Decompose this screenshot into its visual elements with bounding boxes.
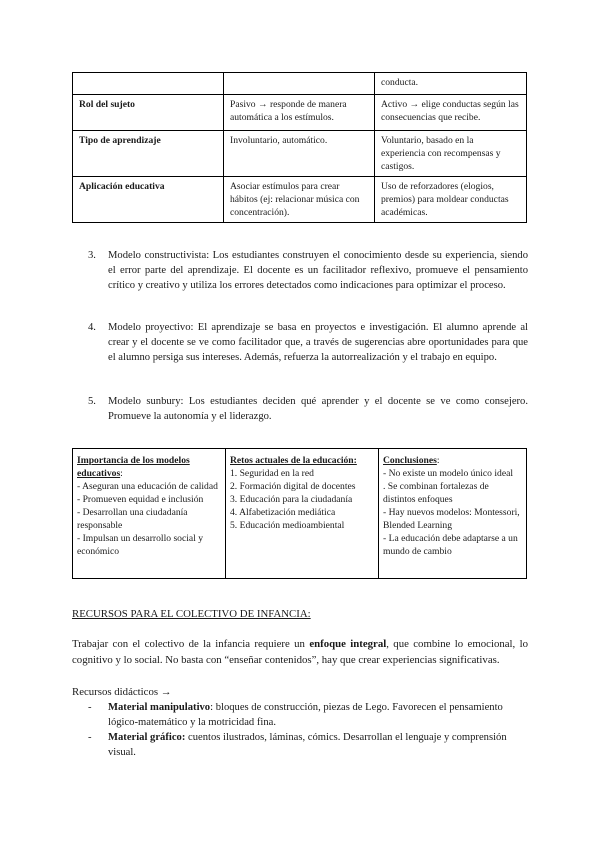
table-cell: Pasivo → responde de manera automática a los estímulos. bbox=[224, 95, 375, 131]
table-cell: Conclusiones: - No existe un modelo único ideal . Se combinan fortalezas de distintos enfoques - Hay nuevos modelos: Montessori, Blended Learning - La educación debe adaptarse a un mundo de cambio bbox=[379, 449, 527, 579]
table-cell-label: Rol del sujeto bbox=[73, 95, 224, 131]
bullet-title: Material gráfico: bbox=[108, 732, 186, 743]
table-row bbox=[73, 177, 527, 223]
dash-bullet: - bbox=[88, 702, 92, 713]
list-item: - Impulsan un desarrollo social y económico bbox=[77, 533, 204, 557]
list-text: Modelo proyectivo: El aprendizaje se basa en proyectos e investigación. El alumno aprende al crear y el docente se ve como facilitador que, a través de sugerencias abre oportunidades para que el alumno persiga sus intereses. Además, refuerza la autorrealización y el trabajo en equipo. bbox=[108, 322, 528, 363]
dash-bullet: - bbox=[88, 732, 92, 743]
summary-table bbox=[72, 448, 527, 579]
list-item bbox=[88, 320, 528, 365]
list-number: 4. bbox=[88, 322, 96, 333]
table-cell: Voluntario, basado en la experiencia con recompensas y castigos. bbox=[375, 131, 527, 177]
table-heading: Conclusiones bbox=[383, 455, 437, 466]
table-row bbox=[73, 73, 527, 95]
list-item bbox=[88, 248, 528, 293]
list-item: 1. Seguridad en la red bbox=[230, 468, 314, 479]
table-heading: Retos actuales de la educación: bbox=[230, 455, 357, 466]
list-item: - La educación debe adaptarse a un mundo de cambio bbox=[383, 533, 518, 557]
list-text: Modelo constructivista: Los estudiantes construyen el conocimiento desde su experiencia, siendo el error parte del aprendizaje. El docente es un facilitador reflexivo, promueve el pensamiento crítico y creativo y utiliza los errores detectados como indicaciones para optimizar el proceso. bbox=[108, 250, 528, 291]
table-cell-label: Tipo de aprendizaje bbox=[73, 131, 224, 177]
table-cell bbox=[226, 449, 379, 579]
intro-text: Trabajar con el colectivo de la infancia requiere un bbox=[72, 638, 310, 650]
list-item: - Promueven equidad e inclusión bbox=[77, 494, 204, 505]
intro-text-end: , que combine lo emocional, lo cognitivo y lo social. No basta con “enseñar contenidos”, hay que crear experiencias significativas. bbox=[72, 638, 528, 666]
list-item: 2. Formación digital de docentes bbox=[230, 481, 356, 492]
table-cell: Asociar estímulos para crear hábitos (ej: relacionar música con concentración). bbox=[224, 177, 375, 223]
list-number: 5. bbox=[88, 396, 96, 407]
table-heading: Importancia de los modelos educativos bbox=[77, 455, 190, 479]
table-cell: Involuntario, automático. bbox=[224, 131, 375, 177]
intro-bold: enfoque integral bbox=[309, 638, 387, 650]
list-item: . Se combinan fortalezas de distintos enfoques bbox=[383, 481, 489, 505]
list-item: - Aseguran una educación de calidad bbox=[77, 481, 218, 492]
table-cell-label bbox=[73, 73, 224, 95]
list-item: - No existe un modelo único ideal bbox=[383, 468, 514, 479]
table-cell-label: Aplicación educativa bbox=[73, 177, 224, 223]
table-cell: Uso de reforzadores (elogios, premios) para moldear conductas académicas. bbox=[375, 177, 527, 223]
list-item bbox=[88, 730, 528, 760]
list-text: Modelo sunbury: Los estudiantes deciden qué aprender y el docente se ve como consejero. Promueve la autonomía y el liderazgo. bbox=[108, 396, 528, 422]
section-heading: RECURSOS PARA EL COLECTIVO DE INFANCIA: bbox=[72, 608, 311, 620]
bullet-text: cuentos ilustrados, láminas, cómics. Desarrollan el lenguaje y comprensión visual. bbox=[108, 732, 507, 758]
table-row bbox=[73, 131, 527, 177]
bullet-title: Material manipulativo bbox=[108, 702, 211, 713]
list-item: - Hay nuevos modelos: Montessori, Blended Learning bbox=[383, 507, 520, 531]
intro-paragraph bbox=[72, 636, 528, 668]
resources-label: Recursos didácticos → bbox=[72, 686, 172, 698]
list-item bbox=[88, 394, 528, 424]
list-item: 5. Educación medioambiental bbox=[230, 520, 345, 531]
bullet-text: : bloques de construcción, piezas de Lego. Favorecen el pensamiento lógico-matemático y la motricidad fina. bbox=[108, 702, 503, 728]
table-cell bbox=[224, 73, 375, 95]
list-item: 4. Alfabetización mediática bbox=[230, 507, 336, 518]
table-cell: Importancia de los modelos educativos: - Aseguran una educación de calidad - Promueven equidad e inclusión - Desarrollan una ciudadanía responsable - Impulsan un desarrollo social y económico bbox=[73, 449, 226, 579]
list-number: 3. bbox=[88, 250, 96, 261]
list-item: 3. Educación para la ciudadanía bbox=[230, 494, 353, 505]
comparison-table bbox=[72, 72, 527, 223]
list-item: - Desarrollan una ciudadanía responsable bbox=[77, 507, 188, 531]
table-row bbox=[73, 449, 527, 579]
table-cell: conducta. bbox=[375, 73, 527, 95]
table-row bbox=[73, 95, 527, 131]
list-item bbox=[88, 700, 528, 730]
table-cell: Activo → elige conductas según las consecuencias que recibe. bbox=[375, 95, 527, 131]
